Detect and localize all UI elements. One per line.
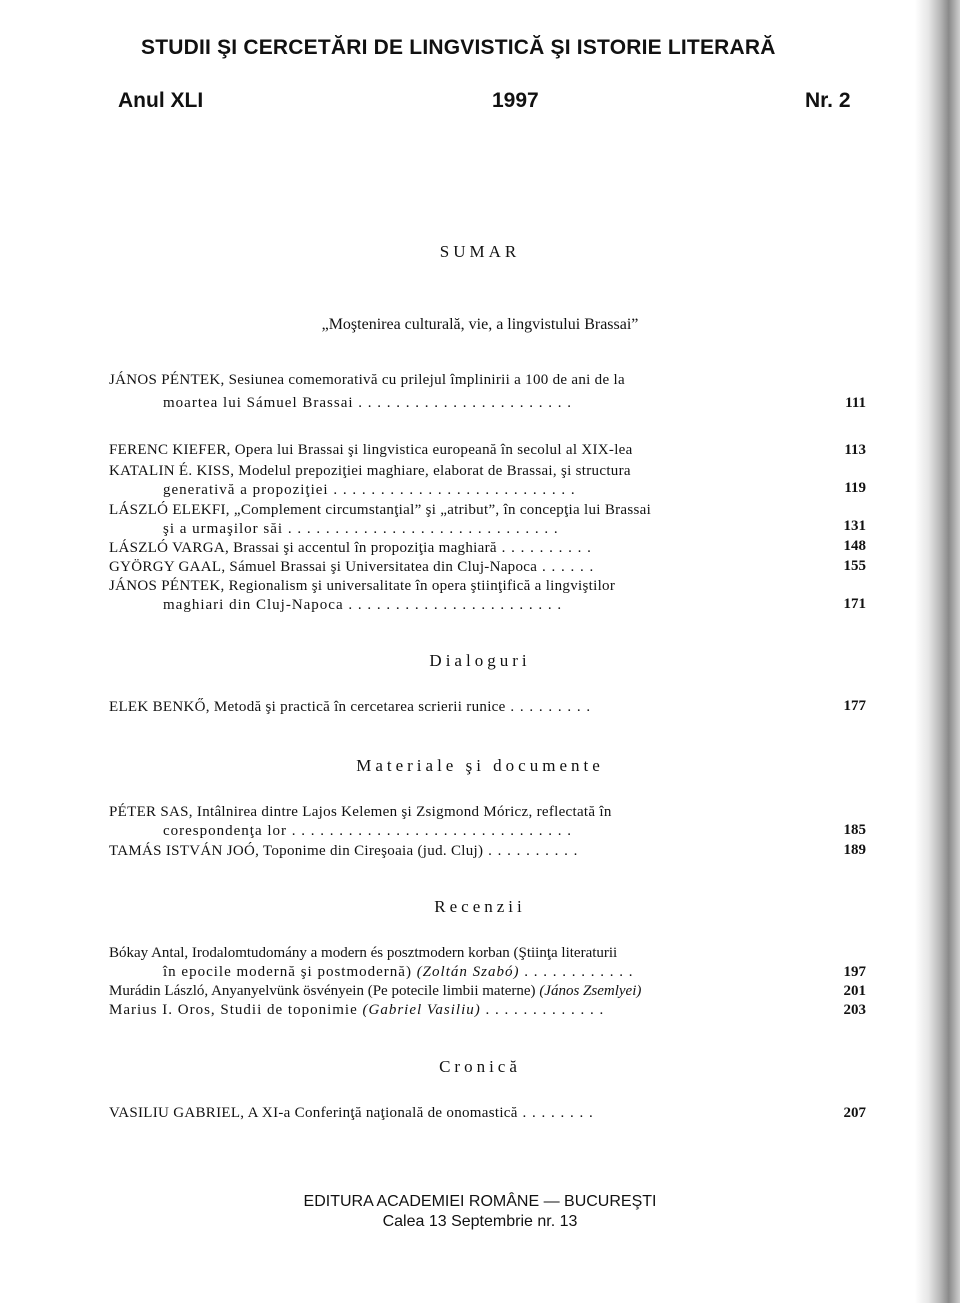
toc-page-number: 111 — [845, 395, 866, 411]
toc-entry-line: KATALIN É. KISS, Modelul prepoziţiei maghiare, elaborat de Brassai, şi structura — [109, 463, 631, 479]
toc-entry-line: FERENC KIEFER, Opera lui Brassai şi lingvistica europeană în secolul al XIX-lea — [109, 442, 633, 458]
toc-page-number: 189 — [843, 842, 866, 858]
year-label: 1997 — [492, 89, 539, 112]
toc-page-number: 119 — [844, 480, 866, 496]
toc-page-number: 113 — [844, 442, 866, 458]
issue-label: Nr. 2 — [805, 89, 851, 112]
summary-title: SUMAR — [439, 242, 521, 261]
toc-entry-line: TAMÁS ISTVÁN JOÓ, Toponime din Cireşoaia (jud. Cluj) . . . . . . . . . . — [109, 843, 579, 859]
toc-page-number: 131 — [843, 518, 866, 534]
publisher-name: EDITURA ACADEMIEI ROMÂNE — BUCUREŞTI — [303, 1193, 657, 1210]
toc-entry-line: JÁNOS PÉNTEK, Sesiunea comemorativă cu prilejul împlinirii a 100 de ani de la — [109, 372, 625, 388]
toc-entry-line: JÁNOS PÉNTEK, Regionalism şi universalitate în opera ştiinţifică a lingviştilor — [109, 578, 616, 594]
toc-entry-line: PÉTER SAS, Intâlnirea dintre Lajos Kelemen şi Zsigmond Móricz, reflectată în — [109, 804, 612, 820]
toc-entry-line: LÁSZLÓ VARGA, Brassai şi accentul în propoziţia maghiară . . . . . . . . . . — [109, 540, 592, 556]
toc-entry-line: Marius I. Oros, Studii de toponimie (Gabriel Vasiliu) . . . . . . . . . . . . . — [109, 1002, 605, 1018]
toc-entry-line: maghiari din Cluj-Napoca . . . . . . . . . . . . . . . . . . . . . . . — [163, 597, 563, 613]
journal-title: STUDII ŞI CERCETĂRI DE LINGVISTICĂ ŞI ISTORIE LITERARĂ — [141, 36, 776, 59]
toc-entry-line: GYÖRGY GAAL, Sámuel Brassai şi Universitatea din Cluj-Napoca . . . . . . — [109, 559, 595, 575]
toc-entry-line: Bókay Antal, Irodalomtudomány a modern és posztmodern korban (Ştiinţa literaturii — [109, 945, 618, 961]
toc-page-number: 207 — [843, 1105, 866, 1121]
scan-edge-shadow — [915, 0, 960, 1303]
toc-entry-line: ELEK BENKŐ, Metodă şi practică în cercetarea scrierii runice . . . . . . . . . — [109, 699, 592, 715]
section-title-dialoguri: Dialoguri — [429, 651, 531, 670]
toc-page-number: 177 — [843, 698, 866, 714]
section-title-materiale: Materiale şi documente — [356, 756, 604, 775]
publisher-address: Calea 13 Septembrie nr. 13 — [382, 1213, 578, 1230]
toc-page-number: 201 — [843, 983, 866, 999]
volume-label: Anul XLI — [118, 89, 204, 112]
toc-entry-line: moartea lui Sámuel Brassai . . . . . . . . . . . . . . . . . . . . . . . — [163, 395, 573, 411]
toc-entry-line: Murádin László, Anyanyelvünk ösvényein (Pe potecile limbii materne) (János Zsemlyei) — [109, 983, 642, 999]
toc-page-number: 148 — [843, 538, 866, 554]
toc-entry-line: şi a urmaşilor săi . . . . . . . . . . . . . . . . . . . . . . . . . . . . . — [163, 521, 559, 537]
toc-page-number: 203 — [843, 1002, 866, 1018]
toc-entry-line: generativă a propoziţiei . . . . . . . . . . . . . . . . . . . . . . . . . . — [163, 482, 576, 498]
section-title-cronica: Cronică — [439, 1057, 521, 1076]
toc-page-number: 155 — [843, 558, 866, 574]
toc-entry-line: LÁSZLÓ ELEKFI, „Complement circumstanţial” şi „atribut”, în concepţia lui Brassai — [109, 502, 652, 518]
toc-entry-line: VASILIU GABRIEL, A XI-a Conferinţă naţională de onomastică . . . . . . . . — [109, 1105, 594, 1121]
toc-page-number: 185 — [843, 822, 866, 838]
toc-entry-line: corespondenţa lor . . . . . . . . . . . . . . . . . . . . . . . . . . . . . . — [163, 823, 573, 839]
toc-page-number: 171 — [843, 596, 866, 612]
toc-entry-line: în epocile modernă şi postmodernă) (Zoltán Szabó) . . . . . . . . . . . . — [163, 964, 634, 980]
section-title-recenzii: Recenzii — [434, 897, 526, 916]
toc-page-number: 197 — [843, 964, 866, 980]
summary-subtitle: „Moştenirea culturală, vie, a lingvistului Brassai” — [321, 316, 639, 333]
